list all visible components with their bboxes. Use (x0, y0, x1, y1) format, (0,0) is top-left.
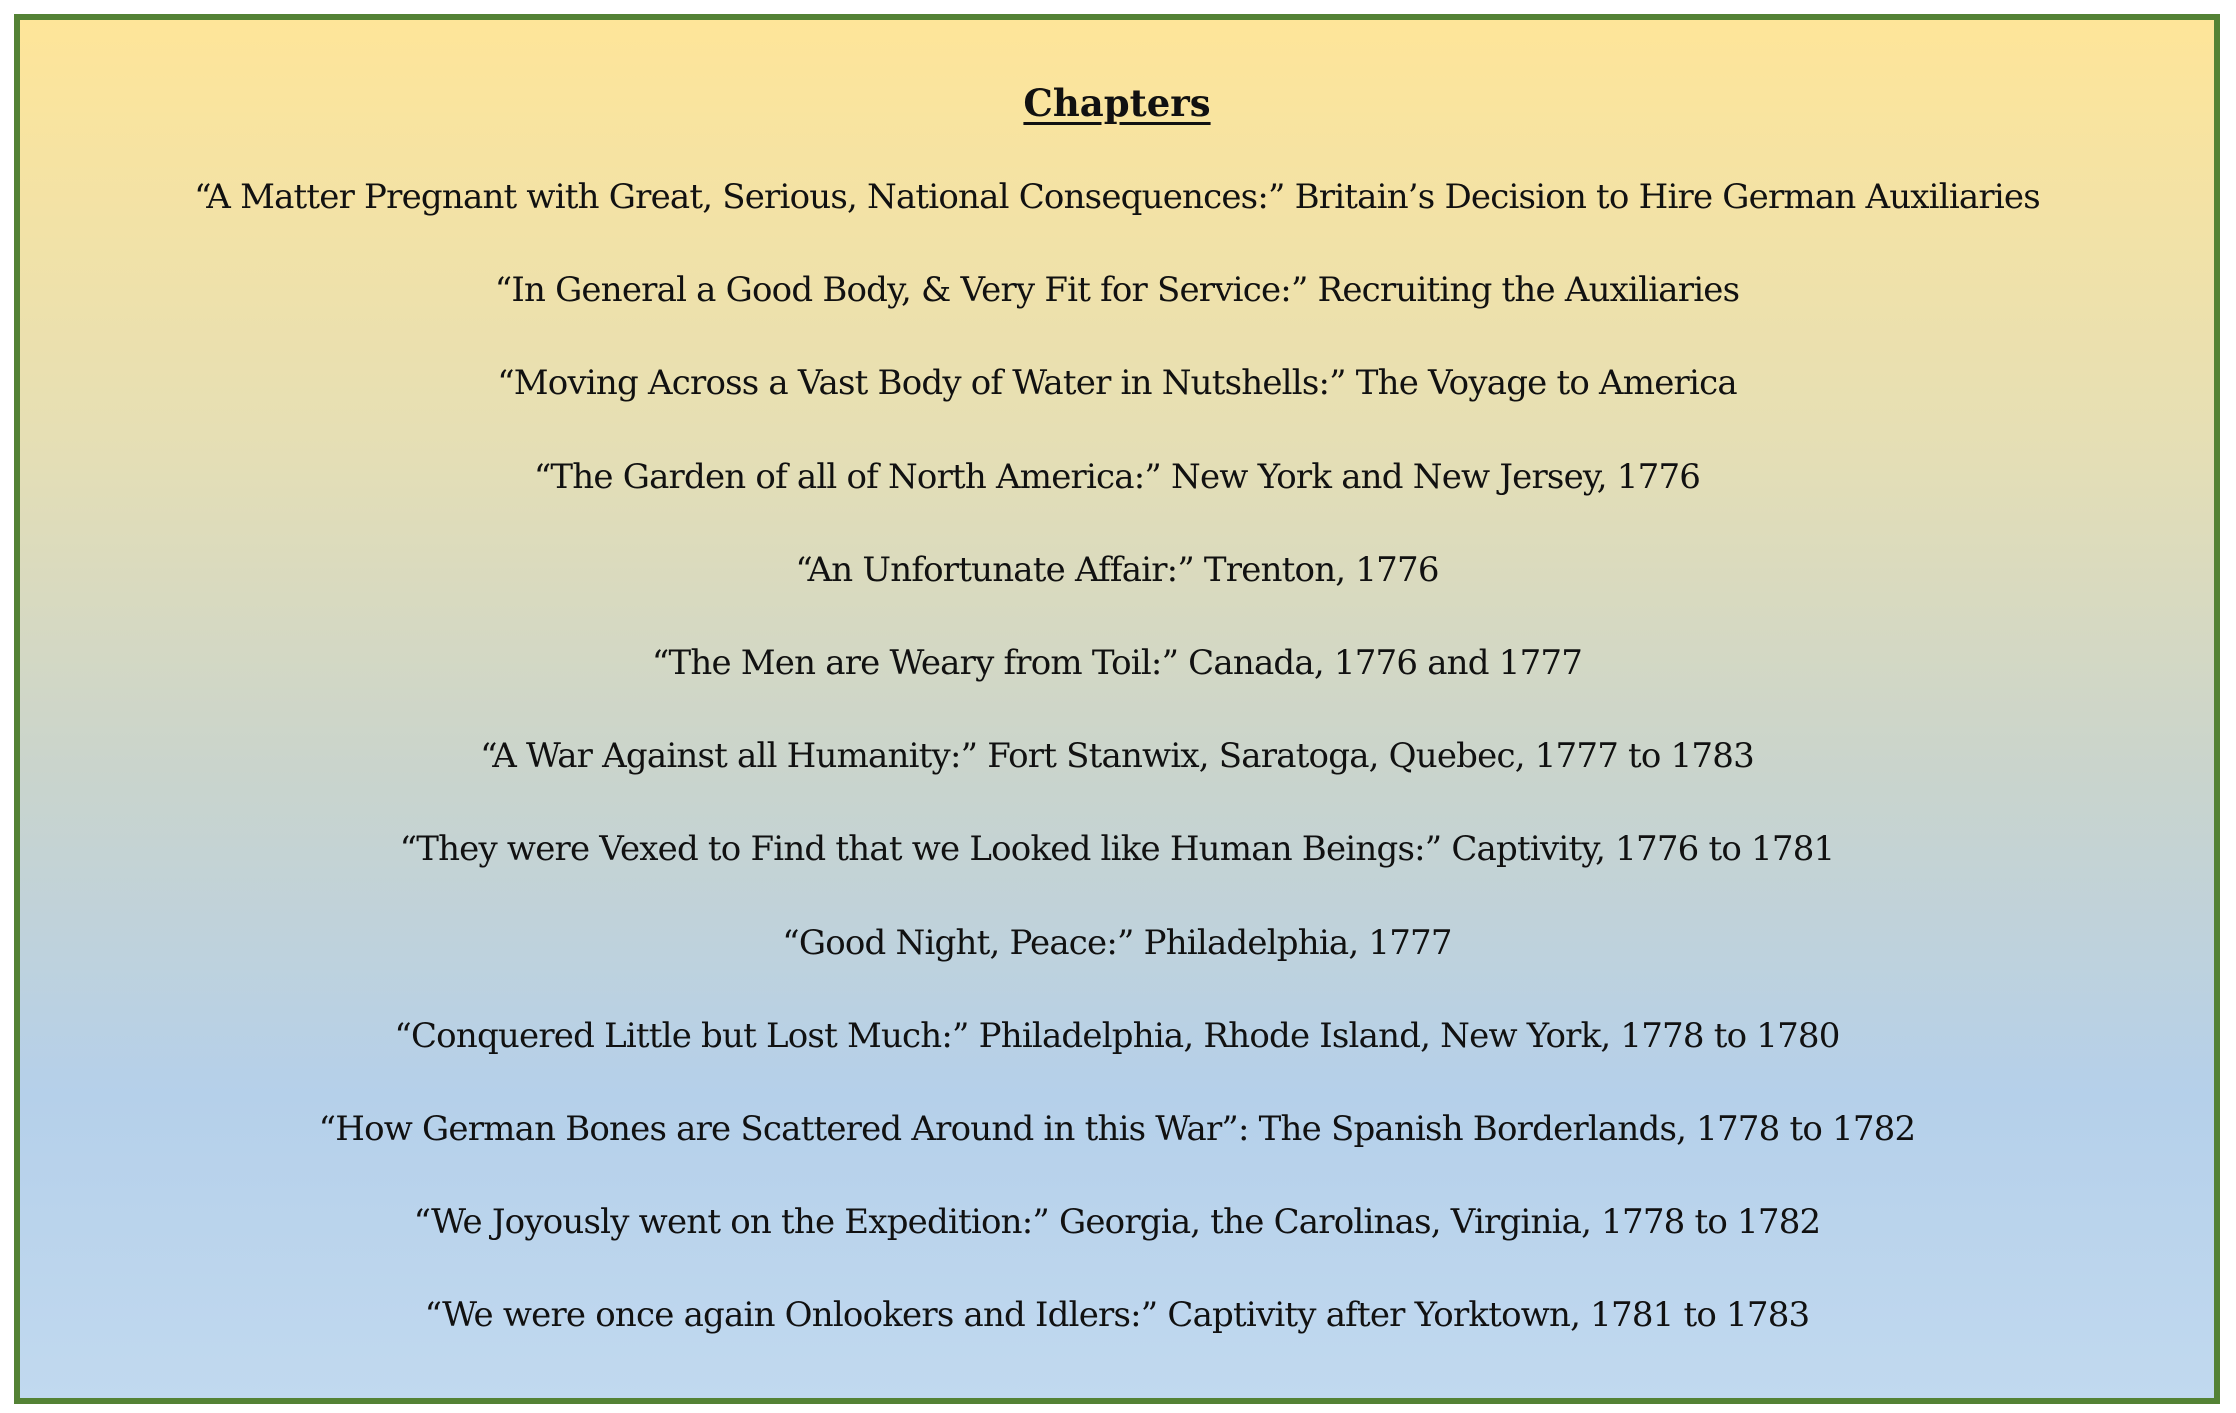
chapter-item: “Good Night, Peace:” Philadelphia, 1777 (782, 922, 1452, 963)
chapter-item: “An Unfortunate Affair:” Trenton, 1776 (795, 549, 1439, 590)
chapter-item: “They were Vexed to Find that we Looked like Human Beings:” Captivity, 1776 to 1781 (399, 829, 1835, 870)
chapters-heading: Chapters (1023, 81, 1211, 125)
chapter-item: “The Garden of all of North America:” New York and New Jersey, 1776 (533, 456, 1701, 497)
chapters-panel (14, 14, 2220, 1404)
chapter-item: “We Joyously went on the Expedition:” Georgia, the Carolinas, Virginia, 1778 to 1782 (413, 1202, 1821, 1243)
chapter-item: “We were once again Onlookers and Idlers:” Captivity after Yorktown, 1781 to 1783 (424, 1295, 1810, 1336)
chapter-item: “Conquered Little but Lost Much:” Philadelphia, Rhode Island, New York, 1778 to 1780 (394, 1015, 1840, 1056)
chapter-list (20, 169, 2214, 1380)
chapter-item: “Moving Across a Vast Body of Water in Nutshells:” The Voyage to America (497, 363, 1737, 404)
chapter-item: “A Matter Pregnant with Great, Serious, National Consequences:” Britain’s Decision to Hire German Auxiliaries (194, 177, 2040, 217)
chapter-item: “The Men are Weary from Toil:” Canada, 1776 and 1777 (651, 642, 1583, 683)
chapter-item: “In General a Good Body, & Very Fit for Service:” Recruiting the Auxiliaries (494, 270, 1740, 311)
chapter-item: “A War Against all Humanity:” Fort Stanwix, Saratoga, Quebec, 1777 to 1783 (480, 736, 1754, 777)
chapter-item: “How German Bones are Scattered Around in this War”: The Spanish Borderlands, 1778 to 1782 (318, 1108, 1916, 1149)
